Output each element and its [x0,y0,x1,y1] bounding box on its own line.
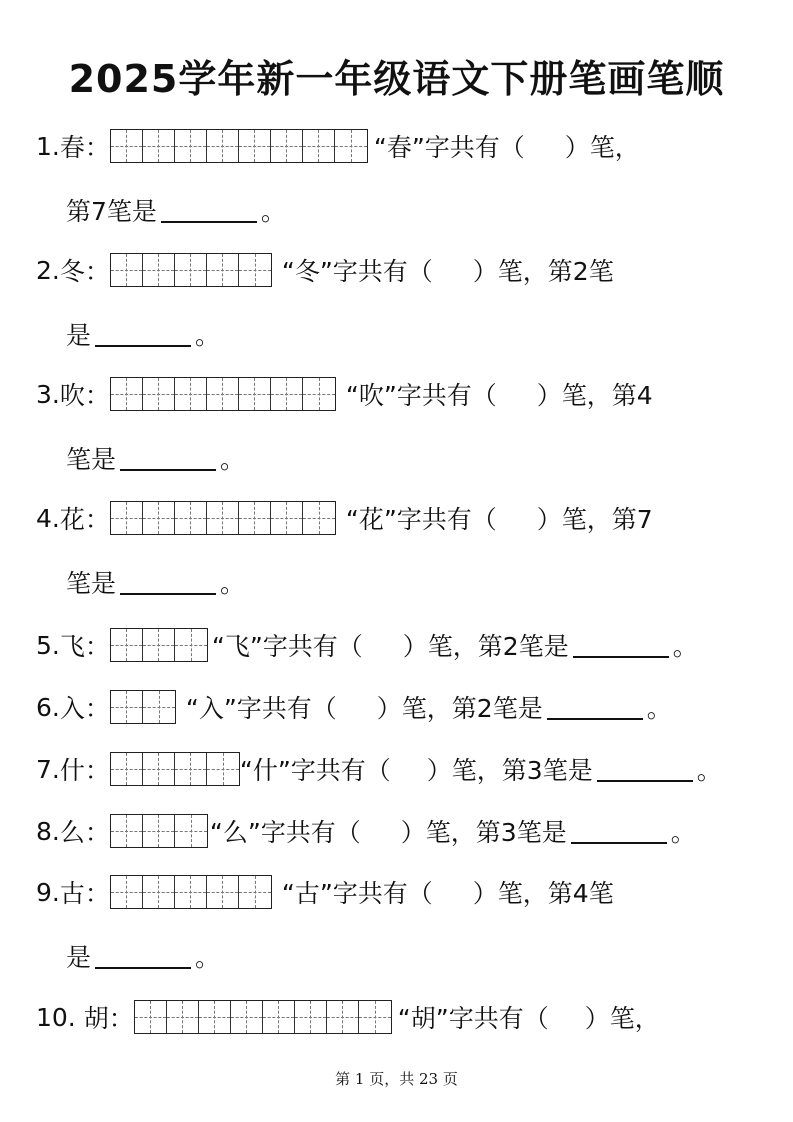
question-number: 6. [36,692,60,722]
grid-cell[interactable] [303,378,335,410]
grid-cell[interactable] [359,1001,391,1033]
question-text-mid: ）笔，第4 [536,381,653,410]
question-number: 9. [36,877,60,907]
grid-cell[interactable] [143,629,175,661]
question-4: 4. 花 ： “花”字共有（ ）笔，第7 [36,498,653,538]
answer-blank[interactable] [571,818,667,844]
grid-cell[interactable] [143,130,175,162]
question-1: 1. 春 ： “春”字共有（ ）笔， [36,126,640,166]
grid-cell[interactable] [335,130,367,162]
question-number: 3. [36,379,60,409]
question-end: 。 [195,943,221,972]
grid-cell[interactable] [271,378,303,410]
grid-cell[interactable] [175,254,207,286]
grid-cell[interactable] [143,815,175,847]
grid-cell[interactable] [111,629,143,661]
question-text-tail: 笔是 [66,445,117,474]
grid-cell[interactable] [143,691,175,723]
question-6: 6. 入 ： “入”字共有（ ）笔，第2笔是 。 [36,687,672,727]
stroke-grid[interactable] [110,129,368,163]
grid-cell[interactable] [111,876,143,908]
question-text-mid: ）笔，第2笔是 [402,632,569,661]
grid-cell[interactable] [303,502,335,534]
question-text: “飞”字共有（ [211,632,363,661]
question-char: 冬 [59,257,85,286]
question-text-tail: 是 [66,943,92,972]
question-end: 。 [195,321,221,350]
grid-cell[interactable] [239,130,271,162]
question-text-tail: 笔是 [66,569,117,598]
grid-cell[interactable] [263,1001,295,1033]
grid-cell[interactable] [111,753,143,785]
grid-cell[interactable] [143,502,175,534]
question-end: 。 [672,632,698,661]
answer-blank[interactable] [161,197,257,223]
grid-cell[interactable] [175,629,207,661]
question-text-mid: ）笔，第2笔 [472,257,614,286]
question-text-mid: ）笔， [584,1004,660,1033]
grid-cell[interactable] [175,753,207,785]
question-char: 吹 [59,381,85,410]
stroke-grid[interactable] [134,1000,392,1034]
answer-blank[interactable] [547,694,643,720]
grid-cell[interactable] [207,130,239,162]
grid-cell[interactable] [143,876,175,908]
grid-cell[interactable] [135,1001,167,1033]
stroke-grid[interactable] [110,690,176,724]
question-text-mid: ）笔，第2笔是 [376,694,543,723]
question-3: 3. 吹 ： “吹”字共有（ ）笔，第4 [36,374,653,414]
question-char: 春 [59,133,85,162]
question-5: 5. 飞 ： “飞”字共有（ ）笔，第2笔是 。 [36,625,698,665]
grid-cell[interactable] [207,502,239,534]
question-9-cont [66,936,220,976]
question-3-cont [66,438,245,478]
question-number: 7. [36,754,60,784]
question-char: 么 [59,818,85,847]
question-text: “花”字共有（ [345,505,497,534]
question-char: 什 [59,756,85,785]
stroke-grid[interactable] [110,628,208,662]
grid-cell[interactable] [207,254,239,286]
grid-cell[interactable] [207,378,239,410]
question-char: 飞 [59,632,85,661]
question-10: 10. 胡 ： “胡”字共有（ ）笔， [36,997,660,1037]
grid-cell[interactable] [303,130,335,162]
grid-cell[interactable] [271,502,303,534]
answer-blank[interactable] [120,445,216,471]
question-text-tail: 是 [66,321,92,350]
grid-cell[interactable] [295,1001,327,1033]
question-end: 。 [696,756,722,785]
answer-blank[interactable] [597,756,693,782]
grid-cell[interactable] [175,815,207,847]
grid-cell[interactable] [143,378,175,410]
grid-cell[interactable] [111,815,143,847]
question-number: 2. [36,255,60,285]
answer-blank[interactable] [95,943,191,969]
question-9: 9. 古 ： “古”字共有（ ）笔，第4笔 [36,872,614,912]
question-number: 8. [36,816,60,846]
grid-cell[interactable] [175,502,207,534]
question-end: 。 [220,569,246,598]
question-text-mid: ）笔，第3笔是 [400,818,567,847]
question-char: 胡 [83,1004,109,1033]
question-end: 。 [670,818,696,847]
question-end: 。 [260,197,286,226]
grid-cell[interactable] [175,130,207,162]
question-number: 1. [36,131,60,161]
grid-cell[interactable] [199,1001,231,1033]
question-text: “古”字共有（ [281,879,433,908]
grid-cell[interactable] [327,1001,359,1033]
question-text-mid: ）笔，第7 [536,505,653,534]
grid-cell[interactable] [111,691,143,723]
stroke-grid[interactable] [110,377,336,411]
question-text: “胡”字共有（ [397,1004,549,1033]
grid-cell[interactable] [111,502,143,534]
grid-cell[interactable] [111,254,143,286]
question-2-cont [66,314,220,354]
stroke-grid[interactable] [110,814,208,848]
question-text-mid: ）笔，第4笔 [472,879,614,908]
grid-cell[interactable] [111,130,143,162]
answer-blank[interactable] [95,321,191,347]
question-text: “吹”字共有（ [345,381,497,410]
question-end: 。 [220,445,246,474]
question-8: 8. 么 ： “么”字共有（ ）笔，第3笔是 。 [36,811,696,851]
stroke-grid[interactable] [110,253,272,287]
question-1-cont [66,190,286,230]
question-text: “什”字共有（ [239,756,391,785]
grid-cell[interactable] [111,378,143,410]
answer-blank[interactable] [120,569,216,595]
question-text: “么”字共有（ [209,818,361,847]
question-text: “冬”字共有（ [281,257,433,286]
question-char: 花 [59,505,85,534]
question-char: 古 [59,879,85,908]
grid-cell[interactable] [239,378,271,410]
grid-cell[interactable] [239,876,271,908]
grid-cell[interactable] [207,753,239,785]
question-char: 入 [59,694,85,723]
question-text: “春”字共有（ [373,133,525,162]
stroke-grid[interactable] [110,752,240,786]
grid-cell[interactable] [271,130,303,162]
stroke-grid[interactable] [110,501,336,535]
question-end: 。 [646,694,672,723]
grid-cell[interactable] [143,753,175,785]
question-number: 10. [36,1002,76,1032]
stroke-grid[interactable] [110,875,272,909]
page-title: 2025学年新一年级语文下册笔画笔顺 [68,57,725,101]
grid-cell[interactable] [175,378,207,410]
question-number: 5. [36,630,60,660]
question-text-mid: ）笔， [564,133,640,162]
question-7: 7. 什 ： “什”字共有（ ）笔，第3笔是 。 [36,749,722,789]
question-number: 4. [36,503,60,533]
page-footer: 第 1 页，共 23 页 [335,1070,458,1088]
question-4-cont [66,562,245,602]
question-text: “入”字共有（ [185,694,337,723]
grid-cell[interactable] [175,876,207,908]
grid-cell[interactable] [207,876,239,908]
grid-cell[interactable] [239,502,271,534]
grid-cell[interactable] [143,254,175,286]
grid-cell[interactable] [167,1001,199,1033]
grid-cell[interactable] [239,254,271,286]
question-2: 2. 冬 ： “冬”字共有（ ）笔，第2笔 [36,250,614,290]
answer-blank[interactable] [573,632,669,658]
question-text-mid: ）笔，第3笔是 [426,756,593,785]
grid-cell[interactable] [231,1001,263,1033]
question-text-tail: 第7笔是 [66,197,157,226]
